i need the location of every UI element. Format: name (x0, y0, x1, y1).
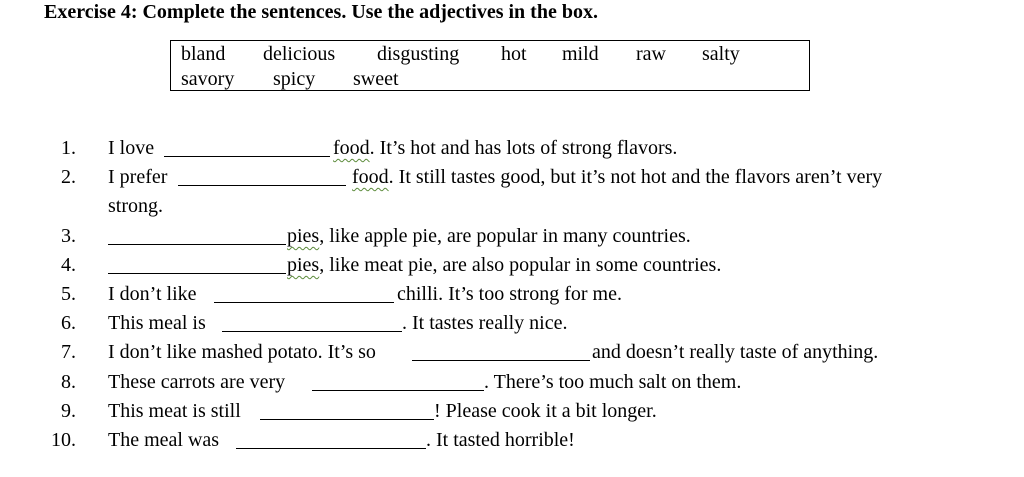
sentence-number: 4. (61, 254, 76, 276)
sentence-number: 5. (61, 283, 76, 305)
sentence-text-before: I prefer (108, 166, 168, 188)
word-raw: raw (636, 43, 666, 65)
exercise-title: Exercise 4: Complete the sentences. Use the adjectives in the box. (44, 1, 598, 23)
sentence-text-before: These carrots are very (108, 371, 286, 393)
word-delicious: delicious (263, 43, 336, 65)
answer-blank[interactable] (164, 138, 330, 157)
word-sweet: sweet (353, 68, 399, 90)
sentence-text-after: chilli. It’s too strong for me. (397, 283, 622, 305)
sentence-text-after: ! Please cook it a bit longer. (434, 400, 657, 422)
answer-blank[interactable] (222, 313, 402, 332)
word-box (170, 40, 810, 91)
sentence-text-continuation: strong. (108, 195, 163, 217)
answer-blank[interactable] (412, 342, 590, 361)
sentence-text-after: food. It’s hot and has lots of strong flavors. (333, 137, 678, 159)
answer-blank[interactable] (108, 226, 286, 245)
sentence-text-before: I don’t like (108, 283, 197, 305)
sentence-text-after: . There’s too much salt on them. (484, 371, 742, 393)
sentence-text-before: I don’t like mashed potato. It’s so (108, 341, 376, 363)
sentence-number: 7. (61, 341, 76, 363)
sentence-text-before: The meal was (108, 429, 220, 451)
sentence-text-after: pies, like apple pie, are popular in many countries. (287, 225, 691, 247)
word-hot: hot (501, 43, 527, 65)
word-salty: salty (702, 43, 740, 65)
answer-blank[interactable] (312, 372, 484, 391)
sentence-text-before: This meal is (108, 312, 206, 334)
word-disgusting: disgusting (377, 43, 460, 65)
word-bland: bland (181, 43, 226, 65)
word-mild: mild (562, 43, 599, 65)
word-spicy: spicy (273, 68, 316, 90)
sentence-number: 9. (61, 400, 76, 422)
sentence-number: 2. (61, 166, 76, 188)
sentence-text-after: pies, like meat pie, are also popular in some countries. (287, 254, 722, 276)
sentence-text-before: I love (108, 137, 155, 159)
answer-blank[interactable] (260, 401, 434, 420)
answer-blank[interactable] (178, 167, 346, 186)
sentence-text-after: . It tastes really nice. (402, 312, 568, 334)
answer-blank[interactable] (108, 255, 286, 274)
word-savory: savory (181, 68, 235, 90)
answer-blank[interactable] (236, 430, 426, 449)
sentence-number: 8. (61, 371, 76, 393)
answer-blank[interactable] (214, 284, 394, 303)
sentence-number: 3. (61, 225, 76, 247)
sentence-number: 6. (61, 312, 76, 334)
sentence-text-after: and doesn’t really taste of anything. (592, 341, 879, 363)
sentence-number: 10. (51, 429, 76, 451)
sentence-text-after: . It tasted horrible! (426, 429, 575, 451)
sentence-number: 1. (61, 137, 76, 159)
sentence-text-before: This meat is still (108, 400, 241, 422)
sentence-text-after: food. It still tastes good, but it’s not hot and the flavors aren’t very (352, 166, 883, 188)
